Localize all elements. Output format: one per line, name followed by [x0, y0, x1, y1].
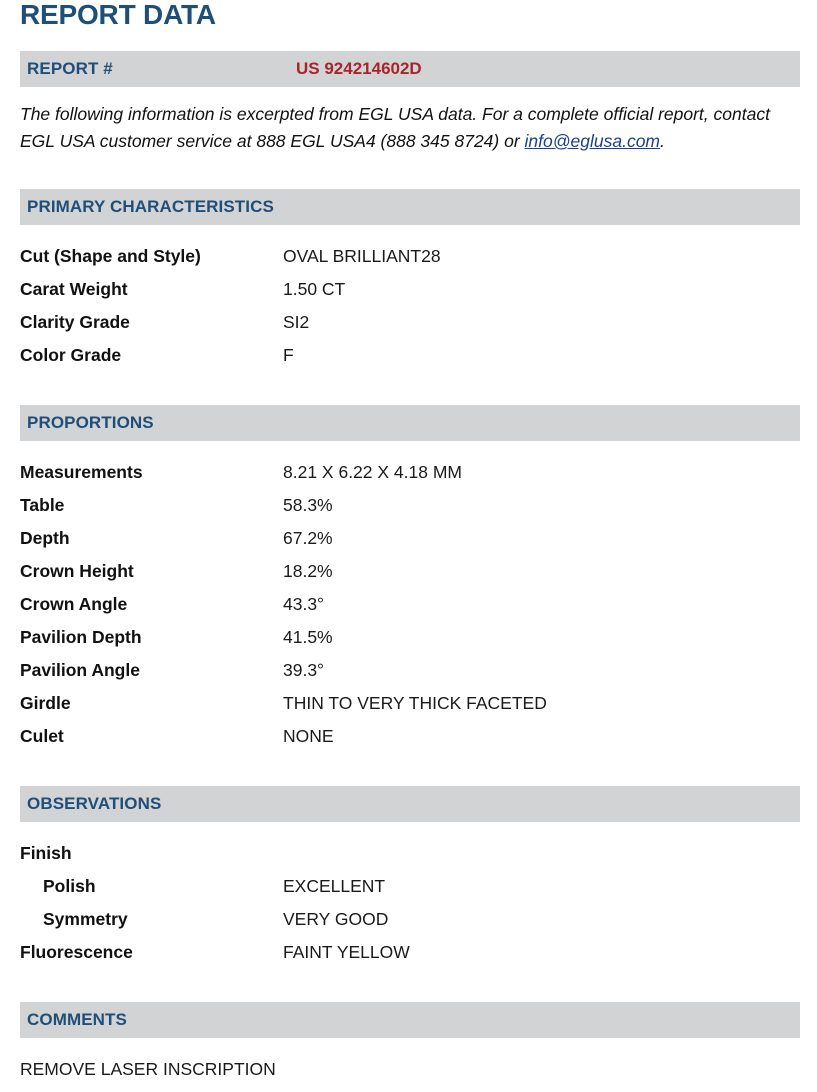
data-row: [20, 526, 800, 550]
report-number-value: US 924214602D: [296, 59, 422, 78]
data-row: [20, 724, 800, 748]
row-label: Polish: [43, 876, 96, 896]
data-row: [20, 625, 800, 649]
section-heading: OBSERVATIONS: [27, 794, 162, 813]
email-link[interactable]: info@eglusa.com: [524, 131, 661, 151]
row-value: NONE: [283, 726, 334, 746]
row-label: Clarity Grade: [20, 312, 130, 332]
section-heading: PROPORTIONS: [27, 413, 154, 432]
row-label: Depth: [20, 528, 70, 548]
section-header-proportions: [20, 405, 800, 441]
row-label: Symmetry: [43, 909, 128, 929]
row-label: Fluorescence: [20, 942, 133, 962]
row-value: FAINT YELLOW: [283, 942, 410, 962]
row-label: Crown Angle: [20, 594, 128, 614]
section-heading: COMMENTS: [27, 1010, 127, 1029]
data-row: [20, 907, 800, 931]
report-number-label: REPORT #: [27, 59, 113, 78]
data-row: [20, 874, 800, 898]
data-row: [20, 592, 800, 616]
row-label: Pavilion Angle: [20, 660, 140, 680]
comment-text: REMOVE LASER INSCRIPTION: [20, 1059, 276, 1079]
row-value: EXCELLENT: [283, 876, 386, 896]
row-value: 43.3°: [283, 594, 325, 614]
data-row: [20, 940, 800, 964]
row-value: 8.21 X 6.22 X 4.18 MM: [283, 462, 462, 482]
row-value: 18.2%: [283, 561, 333, 581]
data-row: [20, 559, 800, 583]
row-label: Pavilion Depth: [20, 627, 142, 647]
row-value: SI2: [283, 312, 310, 332]
section-heading: PRIMARY CHARACTERISTICS: [27, 197, 274, 216]
data-row: [20, 691, 800, 715]
section-header-comments: [20, 1002, 800, 1038]
intro-paragraph: [20, 101, 800, 155]
row-label: Finish: [20, 843, 72, 863]
row-label: Cut (Shape and Style): [20, 246, 201, 266]
data-row: [20, 460, 800, 484]
section-header-primary: [20, 189, 800, 225]
row-value: 41.5%: [283, 627, 333, 647]
data-row: [20, 244, 800, 268]
row-value: 39.3°: [283, 660, 325, 680]
data-row: [20, 310, 800, 334]
data-row: [20, 841, 800, 865]
row-value: OVAL BRILLIANT28: [283, 246, 441, 266]
data-row: [20, 658, 800, 682]
report-number-bar: [20, 51, 800, 87]
row-label: Table: [20, 495, 65, 515]
intro-period: .: [660, 131, 665, 151]
row-label: Color Grade: [20, 345, 122, 365]
row-label: Measurements: [20, 462, 143, 482]
data-row: [20, 277, 800, 301]
intro-text: The following information is excerpted from EGL USA data. For a complete official report, contact EGL USA customer service at 888 EGL USA4 (888 345 8724) or: [20, 104, 770, 151]
row-label: Culet: [20, 726, 64, 746]
row-value: THIN TO VERY THICK FACETED: [283, 693, 547, 713]
data-row: [20, 343, 800, 367]
row-value: F: [283, 345, 294, 365]
row-value: 58.3%: [283, 495, 333, 515]
row-value: VERY GOOD: [283, 909, 389, 929]
row-label: Carat Weight: [20, 279, 128, 299]
row-label: Crown Height: [20, 561, 134, 581]
data-row: [20, 493, 800, 517]
row-label: Girdle: [20, 693, 71, 713]
row-value: 1.50 CT: [283, 279, 346, 299]
section-header-observations: [20, 786, 800, 822]
page-title: REPORT DATA: [20, 0, 216, 30]
row-value: 67.2%: [283, 528, 333, 548]
